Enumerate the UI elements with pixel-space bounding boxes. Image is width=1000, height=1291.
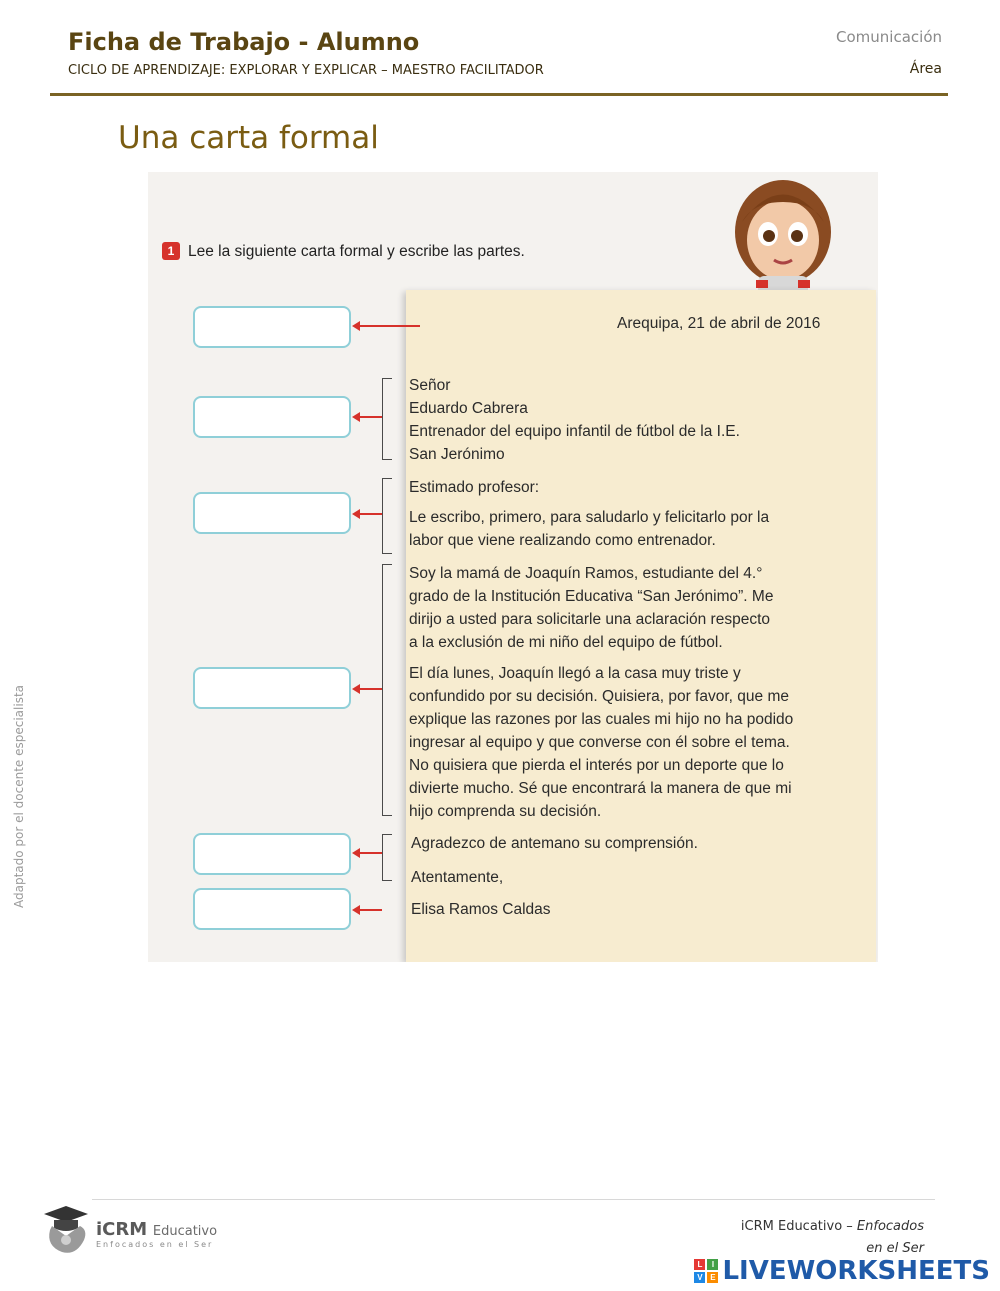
- letter-body-paragraph-1: [409, 562, 773, 654]
- body-line: confundido por su decisión. Quisiera, por favor, que me: [409, 688, 789, 705]
- arrow-signature: [358, 909, 382, 911]
- bracket-recipient: [382, 378, 392, 460]
- letter-greeting: Estimado profesor:: [409, 479, 540, 496]
- letter-body-paragraph-2: [409, 662, 793, 823]
- answer-box-date[interactable]: [193, 306, 351, 348]
- arrow-recipient: [358, 416, 382, 418]
- arrow-greeting: [358, 513, 382, 515]
- arrow-body: [358, 688, 382, 690]
- letter-closing-regards: Atentamente,: [411, 869, 504, 886]
- body-line: El día lunes, Joaquín llegó a la casa muy triste y: [409, 665, 741, 682]
- logo-name: iCRM Educativo: [96, 1219, 218, 1240]
- instruction-text: Lee la siguiente carta formal y escribe las partes.: [188, 243, 525, 260]
- answer-box-signature[interactable]: [193, 888, 351, 930]
- worksheet-title: Ficha de Trabajo - Alumno: [68, 28, 420, 56]
- answer-box-closing[interactable]: [193, 833, 351, 875]
- body-line: explique las razones por las cuales mi hijo no ha podido: [409, 711, 794, 728]
- arrow-closing: [358, 852, 382, 854]
- letter-intro: [409, 506, 769, 552]
- letter-signature: Elisa Ramos Caldas: [411, 901, 551, 918]
- side-note: Adaptado por el docente especialista: [12, 684, 26, 908]
- cycle-subtitle: CICLO DE APRENDIZAJE: EXPLORAR Y EXPLICAR – MAESTRO FACILITADOR: [68, 63, 544, 78]
- logo-tagline: Enfocados en el Ser: [96, 1240, 214, 1249]
- exercise-number: 1: [162, 242, 180, 260]
- arrow-date: [358, 325, 420, 327]
- body-line: divierte mucho. Sé que encontrará la manera de que mi: [409, 780, 792, 797]
- girl-illustration-icon: [718, 172, 848, 302]
- body-line: No quisiera que pierda el interés por un deporte que lo: [409, 757, 784, 774]
- letter-closing-thanks: Agradezco de antemano su comprensión.: [411, 835, 698, 852]
- exercise-instruction: [162, 242, 525, 261]
- subject-label: Comunicación: [836, 28, 942, 46]
- body-line: dirijo a usted para solicitarle una aclaración respecto: [409, 611, 771, 628]
- bracket-body: [382, 564, 392, 816]
- header-divider: [50, 93, 948, 96]
- area-label: Área: [909, 61, 942, 77]
- bracket-greeting: [382, 478, 392, 554]
- bracket-closing: [382, 834, 392, 881]
- body-line: a la exclusión de mi niño del equipo de fútbol.: [409, 634, 723, 651]
- page-title: Una carta formal: [118, 120, 379, 156]
- body-line: grado de la Institución Educativa “San Jerónimo”. Me: [409, 588, 774, 605]
- liveworksheets-logo[interactable]: [694, 1256, 990, 1286]
- letter-date: Arequipa, 21 de abril de 2016: [617, 315, 821, 332]
- intro-line: Le escribo, primero, para saludarlo y felicitarlo por la: [409, 509, 770, 526]
- footer-brand: iCRM Educativo – Enfocados: [740, 1219, 924, 1234]
- liveworksheets-icon: L I V E: [694, 1259, 718, 1283]
- recipient-line: Señor: [409, 377, 451, 394]
- letter-recipient: [409, 374, 740, 466]
- liveworksheets-text: LIVEWORKSHEETS: [722, 1256, 990, 1286]
- footer-brand-line2: en el Ser: [866, 1241, 924, 1256]
- body-line: hijo comprenda su decisión.: [409, 803, 602, 820]
- exercise-image: [148, 172, 878, 962]
- intro-line: labor que viene realizando como entrenador.: [409, 532, 716, 549]
- recipient-line: San Jerónimo: [409, 446, 505, 463]
- body-line: ingresar al equipo y que converse con él sobre el tema.: [409, 734, 790, 751]
- icrm-logo-icon: [36, 1200, 96, 1256]
- recipient-line: Eduardo Cabrera: [409, 400, 528, 417]
- answer-box-greeting[interactable]: [193, 492, 351, 534]
- recipient-line: Entrenador del equipo infantil de fútbol de la I.E.: [409, 423, 740, 440]
- footer-divider: [92, 1199, 935, 1200]
- answer-box-body[interactable]: [193, 667, 351, 709]
- body-line: Soy la mamá de Joaquín Ramos, estudiante del 4.°: [409, 565, 763, 582]
- answer-box-recipient[interactable]: [193, 396, 351, 438]
